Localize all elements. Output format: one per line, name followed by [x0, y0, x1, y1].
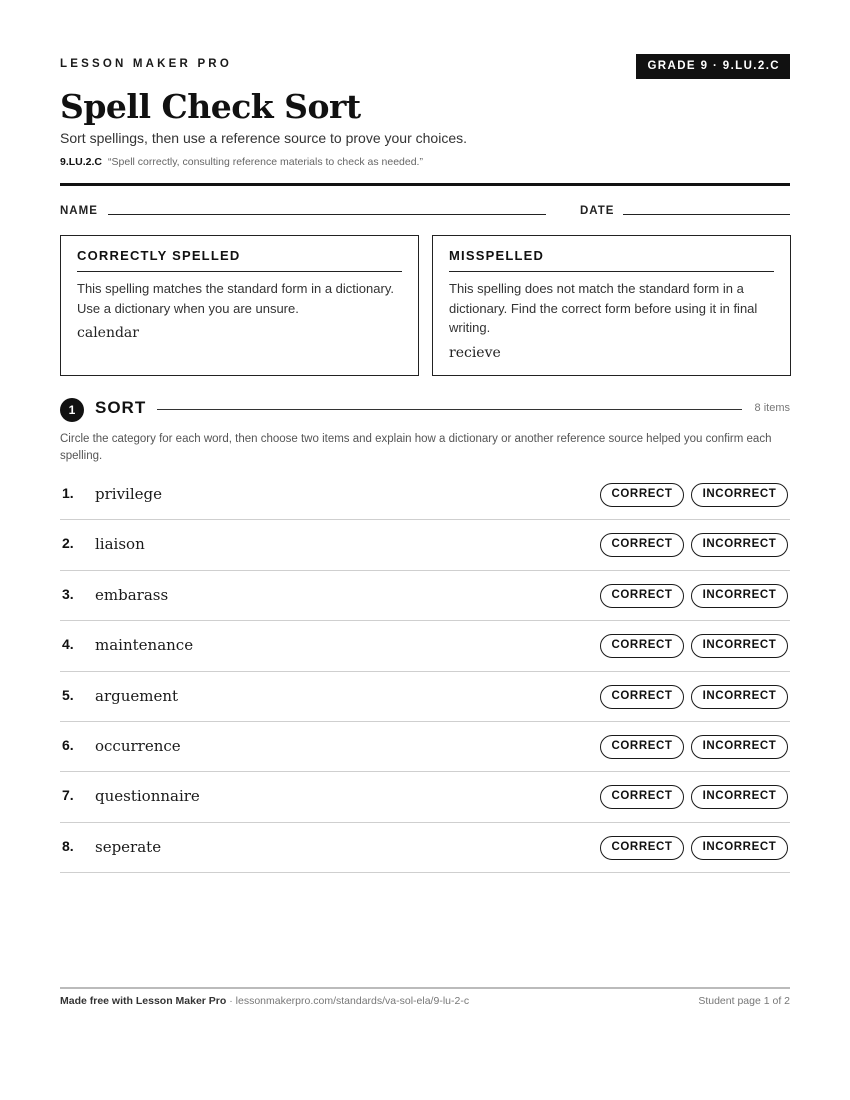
item-number: 7. [62, 787, 74, 804]
standard-code: 9.LU.2.C [60, 156, 103, 168]
category-example: calendar [77, 325, 139, 341]
incorrect-choice[interactable]: INCORRECT [691, 584, 788, 608]
list-item [60, 672, 790, 722]
date-field[interactable] [623, 214, 790, 215]
item-number: 1. [62, 485, 74, 501]
category-description: This spelling does not match the standard form in a dictionary. Find the correct form before using it in final writing. [449, 281, 758, 335]
word-list [60, 470, 790, 873]
category-card-correct [60, 235, 419, 376]
page-subtitle: Sort spellings, then use a reference source to prove your choices. [60, 130, 467, 146]
list-item [60, 722, 790, 772]
incorrect-choice[interactable]: INCORRECT [691, 836, 788, 860]
category-description: This spelling matches the standard form in a dictionary. Use a dictionary when you are unsure. [77, 281, 394, 316]
list-item [60, 520, 790, 570]
section-instructions: Circle the category for each word, then choose two items and explain how a dictionary or another reference source helped you confirm each spelling. [60, 433, 772, 462]
section-divider [157, 409, 742, 410]
correct-choice[interactable]: CORRECT [600, 785, 684, 809]
name-label: NAME [60, 205, 98, 217]
item-number: 4. [62, 636, 74, 653]
worksheet-page [60, 0, 790, 1100]
list-item [60, 470, 790, 520]
item-number: 8. [62, 837, 74, 854]
item-word: arguement [95, 686, 179, 705]
grade-badge: GRADE 9 · 9.LU.2.C [636, 54, 790, 79]
footer-url: · lessonmakerpro.com/standards/va-sol-ela/9-lu-2-c [226, 995, 470, 1007]
item-word: maintenance [95, 636, 194, 655]
correct-choice[interactable]: CORRECT [600, 735, 684, 759]
section-number: 1 [60, 398, 84, 422]
category-card-misspelled [432, 235, 791, 376]
item-word: occurrence [95, 736, 181, 755]
category-title: MISSPELLED [449, 248, 774, 272]
page-title: Spell Check Sort [60, 87, 361, 126]
standard-text: “Spell correctly, consulting reference materials to check as needed.” [108, 156, 423, 168]
item-number: 2. [62, 535, 74, 552]
section-title: SORT [95, 398, 147, 417]
item-word: liaison [95, 535, 145, 554]
category-title: CORRECTLY SPELLED [77, 248, 402, 272]
item-number: 6. [62, 736, 74, 753]
incorrect-choice[interactable]: INCORRECT [691, 785, 788, 809]
item-number: 3. [62, 585, 74, 602]
date-label: DATE [580, 205, 615, 217]
footer-credit [60, 995, 469, 1007]
correct-choice[interactable]: CORRECT [600, 533, 684, 557]
header-divider [60, 183, 790, 186]
incorrect-choice[interactable]: INCORRECT [691, 685, 788, 709]
list-item [60, 571, 790, 621]
incorrect-choice[interactable]: INCORRECT [691, 483, 788, 507]
correct-choice[interactable]: CORRECT [600, 634, 684, 658]
list-item [60, 823, 790, 873]
item-word: privilege [95, 485, 162, 503]
item-word: embarass [95, 585, 169, 604]
item-word: seperate [95, 837, 162, 856]
brand-name: LESSON MAKER PRO [60, 58, 232, 70]
item-word: questionnaire [95, 787, 200, 806]
footer-brand: Made free with Lesson Maker Pro [60, 995, 227, 1007]
footer-divider [60, 987, 790, 989]
correct-choice[interactable]: CORRECT [600, 685, 684, 709]
incorrect-choice[interactable]: INCORRECT [691, 634, 788, 658]
correct-choice[interactable]: CORRECT [600, 483, 684, 507]
incorrect-choice[interactable]: INCORRECT [691, 735, 788, 759]
item-count: 8 items [754, 402, 790, 414]
standard-line [60, 156, 423, 168]
incorrect-choice[interactable]: INCORRECT [691, 533, 788, 557]
list-item [60, 621, 790, 671]
page-indicator: Student page 1 of 2 [698, 995, 790, 1007]
category-example: recieve [449, 344, 501, 361]
list-item [60, 772, 790, 822]
correct-choice[interactable]: CORRECT [600, 584, 684, 608]
correct-choice[interactable]: CORRECT [600, 836, 684, 860]
item-number: 5. [62, 686, 74, 703]
name-field[interactable] [108, 214, 546, 215]
